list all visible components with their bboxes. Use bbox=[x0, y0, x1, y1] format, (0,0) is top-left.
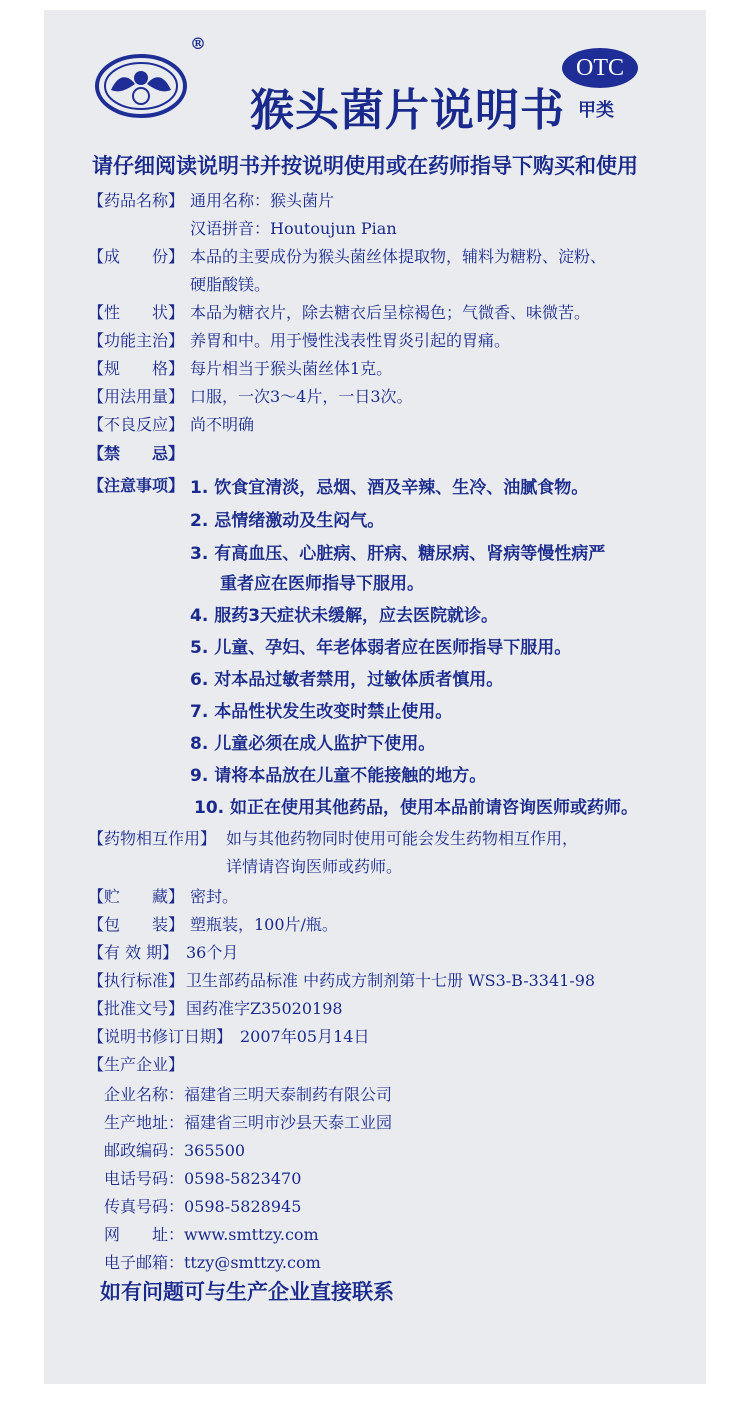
storage-label: 【贮 藏】 bbox=[88, 887, 185, 906]
interactions-label: 【药物相互作用】 bbox=[88, 829, 217, 848]
precaution-item: 3. 有高血压、心脏病、肝病、糖尿病、肾病等慢性病严 bbox=[190, 544, 606, 564]
revision-label: 【说明书修订日期】 bbox=[88, 1027, 233, 1046]
precaution-item: 9. 请将本品放在儿童不能接触的地方。 bbox=[190, 766, 487, 786]
standard-text: 卫生部药品标准 中药成方制剂第十七册 WS3-B-3341-98 bbox=[186, 971, 596, 990]
precaution-item: 5. 儿童、孕妇、年老体弱者应在医师指导下服用。 bbox=[190, 638, 572, 658]
precaution-item: 6. 对本品过敏者禁用，过敏体质者慎用。 bbox=[190, 670, 504, 690]
manufacturer-website: 网 址：www.smttzy.com bbox=[104, 1225, 319, 1244]
ingredients-label: 【成 份】 bbox=[88, 247, 185, 266]
precaution-item: 8. 儿童必须在成人监护下使用。 bbox=[190, 734, 436, 754]
precaution-item: 4. 服药3天症状未缓解，应去医院就诊。 bbox=[190, 606, 499, 626]
standard-label: 【执行标准】 bbox=[88, 971, 185, 990]
interactions-text-2: 详情请咨询医师或药师。 bbox=[226, 857, 403, 876]
precautions-label: 【注意事项】 bbox=[88, 476, 185, 495]
manufacturer-fax: 传真号码：0598-5828945 bbox=[104, 1197, 302, 1216]
interactions-text: 如与其他药物同时使用可能会发生药物相互作用， bbox=[226, 829, 579, 848]
manufacturer-address: 生产地址：福建省三明市沙县天泰工业园 bbox=[104, 1113, 393, 1132]
manufacturer-company: 企业名称：福建省三明天泰制药有限公司 bbox=[104, 1085, 393, 1104]
package-label: 【包 装】 bbox=[88, 915, 185, 934]
otc-badge: OTC bbox=[562, 48, 638, 88]
registered-mark: ® bbox=[190, 34, 206, 53]
ingredients-text-2: 硬脂酸镁。 bbox=[190, 275, 271, 294]
precaution-item: 10. 如正在使用其他药品，使用本品前请咨询医师或药师。 bbox=[194, 798, 639, 818]
manufacturer-email: 电子邮箱：ttzy@smttzy.com bbox=[104, 1253, 321, 1272]
precaution-item-continued: 重者应在医师指导下服用。 bbox=[220, 574, 424, 594]
dosage-text: 口服，一次3～4片，一日3次。 bbox=[190, 387, 413, 406]
validity-text: 36个月 bbox=[186, 943, 239, 962]
name-generic: 通用名称：猴头菌片 bbox=[190, 191, 335, 210]
package-text: 塑瓶装，100片/瓶。 bbox=[190, 915, 338, 934]
contraindications-label: 【禁 忌】 bbox=[88, 444, 185, 463]
manufacturer-phone: 电话号码：0598-5823470 bbox=[104, 1169, 302, 1188]
page-title: 猴头菌片说明书 bbox=[250, 85, 565, 136]
specification-label: 【规 格】 bbox=[88, 359, 185, 378]
usage-warning: 请仔细阅读说明书并按说明使用或在药师指导下购买和使用 bbox=[92, 154, 638, 178]
name-label: 【药品名称】 bbox=[88, 191, 185, 210]
approval-label: 【批准文号】 bbox=[88, 999, 185, 1018]
precaution-item: 1. 饮食宜清淡，忌烟、酒及辛辣、生冷、油腻食物。 bbox=[190, 478, 589, 498]
contact-notice: 如有问题可与生产企业直接联系 bbox=[100, 1280, 394, 1304]
name-pinyin: 汉语拼音：Houtoujun Pian bbox=[190, 219, 397, 238]
validity-label: 【有 效 期】 bbox=[88, 943, 179, 962]
dosage-label: 【用法用量】 bbox=[88, 387, 185, 406]
revision-date: 2007年05月14日 bbox=[240, 1027, 370, 1046]
precaution-item: 7. 本品性状发生改变时禁止使用。 bbox=[190, 702, 453, 722]
adverse-text: 尚不明确 bbox=[190, 415, 255, 434]
specification-text: 每片相当于猴头菌丝体1克。 bbox=[190, 359, 393, 378]
brand-logo-icon bbox=[95, 54, 187, 118]
ingredients-text: 本品的主要成份为猴头菌丝体提取物，辅料为糖粉、淀粉、 bbox=[190, 247, 607, 266]
manufacturer-label: 【生产企业】 bbox=[88, 1055, 185, 1074]
indications-text: 养胃和中。用于慢性浅表性胃炎引起的胃痛。 bbox=[190, 331, 511, 350]
appearance-text: 本品为糖衣片，除去糖衣后呈棕褐色；气微香、味微苦。 bbox=[190, 303, 591, 322]
category-label: 甲类 bbox=[578, 100, 614, 121]
indications-label: 【功能主治】 bbox=[88, 331, 185, 350]
adverse-label: 【不良反应】 bbox=[88, 415, 185, 434]
manufacturer-postcode: 邮政编码：365500 bbox=[104, 1141, 246, 1160]
approval-text: 国药准字Z35020198 bbox=[186, 999, 343, 1018]
appearance-label: 【性 状】 bbox=[88, 303, 185, 322]
storage-text: 密封。 bbox=[190, 887, 239, 906]
precaution-item: 2. 忌情绪激动及生闷气。 bbox=[190, 511, 385, 531]
